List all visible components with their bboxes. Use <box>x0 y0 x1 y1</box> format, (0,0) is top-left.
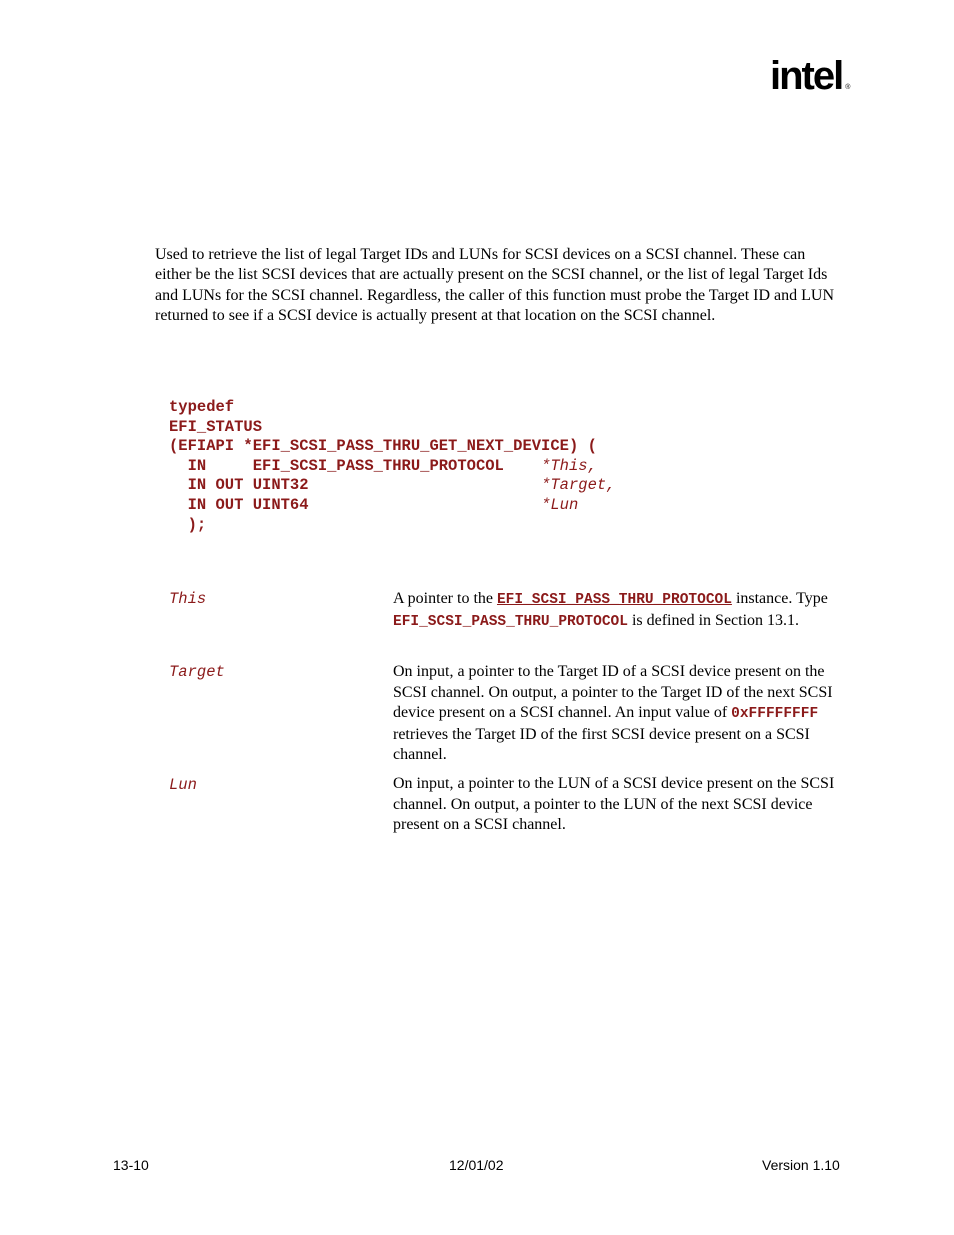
target-input-value: 0xFFFFFFFF <box>731 706 819 722</box>
footer-date: 12/01/02 <box>449 1157 504 1173</box>
param-desc-lun: On input, a pointer to the LUN of a SCSI device present on the SCSI channel. On output, a pointer to the LUN of the next SCSI device present on a SCSI channel. <box>393 775 835 833</box>
param-desc-target-text-2: retrieves the Target ID of the first SCSI device present on a SCSI channel. <box>393 725 810 763</box>
function-prototype <box>169 398 615 535</box>
param-name-this: This <box>169 590 207 608</box>
code-line-close: ); <box>169 515 207 534</box>
efi-scsi-pass-thru-protocol-type: EFI_SCSI_PASS_THRU_PROTOCOL <box>393 613 628 630</box>
param-desc-this <box>393 589 845 632</box>
footer-version: Version 1.10 <box>762 1157 840 1173</box>
code-arg-lun: *Lun <box>541 495 579 514</box>
code-line-param-this: IN EFI_SCSI_PASS_THRU_PROTOCOL <box>169 456 542 475</box>
code-line-param-target: IN OUT UINT32 <box>169 476 542 495</box>
function-description: Used to retrieve the list of legal Target IDs and LUNs for SCSI devices on a SCSI channel. These can either be the list SCSI devices that are actually present on the SCSI channel, or the list of legal Target Ids and LUNs for the SCSI channel. Regardless, the caller of this function must probe the Target ID and LUN returned to see if a SCSI device is actually present at that location on the SCSI channel. <box>155 246 835 324</box>
param-desc-target-text-1: On input, a pointer to the Target ID of a SCSI device present on the SCSI channel. On output, a pointer to the Target ID of the next SCSI device present on a SCSI channel. An input value of <box>393 663 833 721</box>
param-desc-this-text-3: is defined in Section 13.1. <box>627 611 800 629</box>
code-arg-target: *Target, <box>541 476 616 495</box>
param-desc-target <box>393 662 845 766</box>
intel-logo <box>770 54 851 98</box>
registered-mark: ® <box>845 84 851 91</box>
intel-logo-text: intel <box>770 54 843 98</box>
param-desc-this-text-2: instance. Type <box>731 590 828 607</box>
param-desc-this-text-1: A pointer to the <box>393 590 497 607</box>
param-name-target: Target <box>169 663 225 681</box>
param-name-lun: Lun <box>169 776 197 794</box>
code-line-return-type: EFI_STATUS <box>169 417 263 436</box>
code-arg-this: *This, <box>541 456 597 475</box>
efi-scsi-pass-thru-protocol-link[interactable]: EFI_SCSI_PASS_THRU_PROTOCOL <box>496 592 732 608</box>
code-line-param-lun: IN OUT UINT64 <box>169 495 542 514</box>
footer-page-number: 13-10 <box>113 1157 149 1173</box>
code-line-function-name: (EFIAPI *EFI_SCSI_PASS_THRU_GET_NEXT_DEVICE) ( <box>169 437 597 456</box>
code-line-typedef: typedef <box>169 398 235 416</box>
